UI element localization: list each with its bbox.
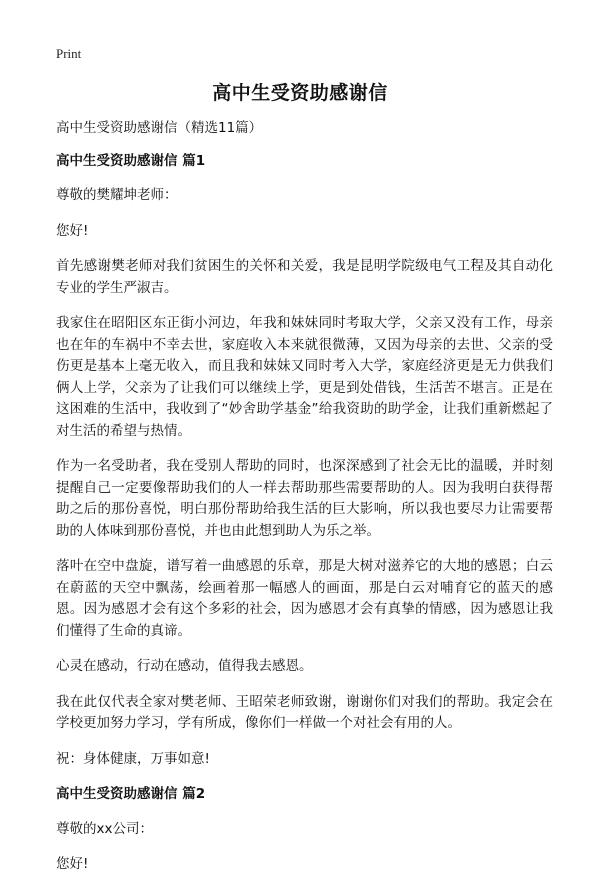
paragraph: 我家住在昭阳区东正街小河边，年我和妹妹同时考取大学，父亲又没有工作，母亲也在年的车祸中不幸去世，家庭收入本来就很微薄，又因为母亲的去世、父亲的受伤更是基本上毫无收入，而且我和妹妹又同时考入大学，家庭经济更是无力供我们俩人上学，父亲为了让我们可以继续上学，更是到处借钱，生活苦不堪言。正是在这困难的生活中，我收到了“妙舍助学基金”给我资助的助学金，让我们重新燃起了对生活的希望与热情。 xyxy=(56,315,553,439)
paragraph: 心灵在感动，行动在感动，值得我去感恩。 xyxy=(56,658,313,674)
greeting-1: 您好! xyxy=(56,222,89,239)
salutation-2: 尊敬的xx公司： xyxy=(56,820,153,837)
paragraph: 我在此仅代表全家对樊老师、王昭荣老师致谢，谢谢你们对我们的帮助。我定会在学校更加努力学习，学有所成，像你们一样做一个对社会有用的人。 xyxy=(56,693,553,731)
print-link[interactable]: Print xyxy=(56,46,82,61)
closing-wish: 祝：身体健康，万事如意! xyxy=(56,750,210,767)
salutation-1: 尊敬的樊耀坤老师： xyxy=(56,187,178,203)
page-title: 高中生受资助感谢信 xyxy=(212,82,388,104)
paragraph: 首先感谢樊老师对我们贫困生的关怀和关爱，我是昆明学院级电气工程及其自动化专业的学生严淑吉。 xyxy=(56,258,553,296)
document-subtitle: 高中生受资助感谢信（精选11篇） xyxy=(56,120,263,136)
paragraph: 作为一名受助者，我在受别人帮助的同时，也深深感到了社会无比的温暖，并时刻提醒自己一定要像帮助我们的人一样去帮助那些需要帮助的人。因为我明白获得帮助之后的那份喜悦，明白那份帮助给我生活的巨大影响，所以我也要尽力让需要帮助的人体味到那份喜悦，并也由此想到助人为乐之举。 xyxy=(56,458,553,539)
paragraph: 落叶在空中盘旋，谱写着一曲感恩的乐章，那是大树对滋养它的大地的感恩；白云在蔚蓝的天空中飘荡，绘画着那一幅感人的画面，那是白云对哺育它的蓝天的感恩。因为感恩才会有这个多彩的社会，因为感恩才会有真挚的情感，因为感恩让我们懂得了生命的真谛。 xyxy=(56,558,553,639)
greeting-2: 您好! xyxy=(56,856,89,872)
document-body xyxy=(56,118,553,890)
section-heading-2: 高中生受资助感谢信 篇2 xyxy=(56,786,206,802)
section-heading-1: 高中生受资助感谢信 篇1 xyxy=(56,152,206,169)
